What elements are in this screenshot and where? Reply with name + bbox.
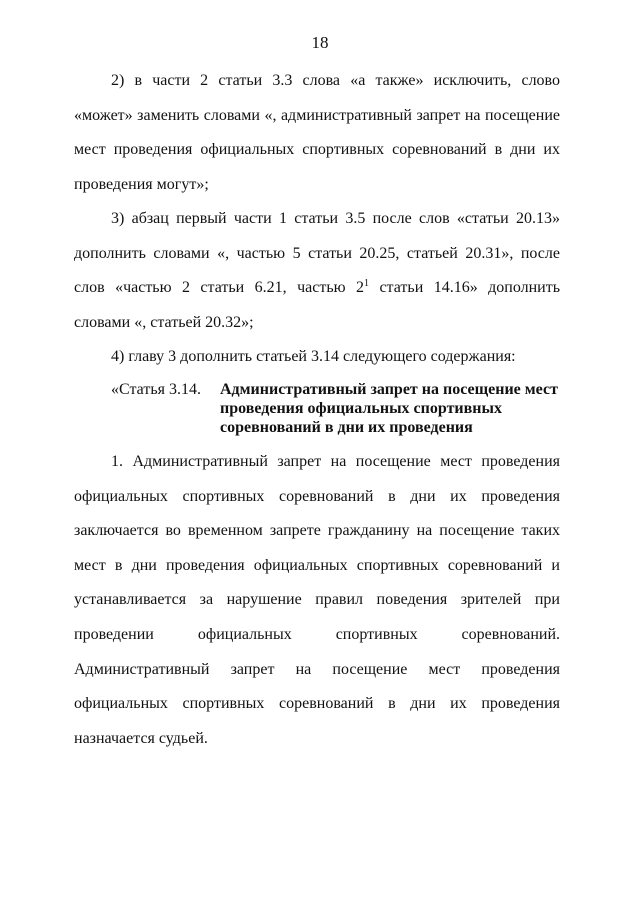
amendment-item-3-text-after: статьи 14.16» дополнить словами «, статьей 20.32»; bbox=[74, 279, 561, 331]
amendment-item-3-text-before: 3) абзац первый части 1 статьи 3.5 после слов «статьи 20.13» дополнить словами «, частью 5 статьи 20.25, статьей 20.31», после слов «частью 2 статьи 6.21, частью 2 bbox=[74, 210, 560, 297]
article-clause-1: 1. Административный запрет на посещение мест проведения официальных спортивных соревнований в дни их проведения заключается во временном запрете гражданину на посещение таких мест в дни проведения официальных спортивных соревнований и устанавливается за нарушение правил поведения зрителей при проведении официальных спортивных соревнований. Административный запрет на посещение мест проведения официальных спортивных соревнований в дни их проведения назначается судьей. bbox=[74, 453, 560, 747]
amendment-item-4: 4) главу 3 дополнить статьей 3.14 следующего содержания: bbox=[111, 348, 516, 365]
article-title: Административный запрет на посещение мест проведения официальных спортивных соревнований в дни их проведения bbox=[220, 381, 558, 436]
page-number: 18 bbox=[311, 33, 329, 52]
article-number: «Статья 3.14. bbox=[111, 381, 201, 398]
amendment-item-2: 2) в части 2 статьи 3.3 слова «а также» исключить, слово «может» заменить словами «, административный запрет на посещение мест проведения официальных спортивных соревнований в дни их проведения могут»; bbox=[74, 72, 560, 193]
amendment-item-3 bbox=[74, 202, 560, 340]
superscript-index: 1 bbox=[364, 278, 370, 290]
